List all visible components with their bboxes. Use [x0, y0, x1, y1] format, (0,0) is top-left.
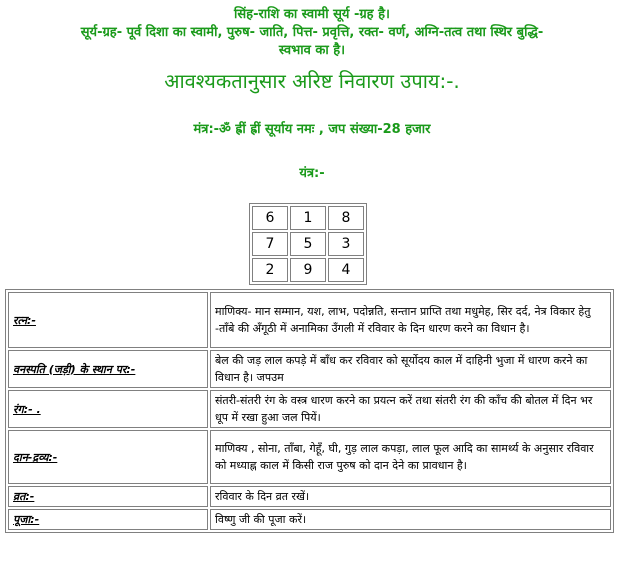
remedy-text: बेल की जड़ लाल कपड़े में बाँध कर रविवार को सूर्योदय काल में दाहिनी भुजा में धारण करने का विधान है। जपउम	[210, 350, 611, 388]
yantra-cell: 6	[252, 206, 288, 230]
remedies-table	[5, 289, 614, 533]
remedy-label: रंग:- .	[8, 390, 208, 428]
yantra-row	[252, 206, 364, 230]
remedy-label: पूजा:-	[8, 509, 208, 530]
yantra-cell: 1	[290, 206, 326, 230]
mantra-text: मंत्र:-ॐ ह्रीं ह्रीं सूर्याय नमः , जप संख्या-28 हजार	[193, 122, 431, 137]
yantra-cell: 9	[290, 258, 326, 282]
remedy-text: रविवार के दिन व्रत रखें।	[210, 486, 611, 507]
heading-planet-traits-cont: स्वभाव का है।	[278, 43, 346, 58]
remedy-row-fast	[8, 486, 611, 507]
remedy-label: वनस्पति (जड़ी) के स्थान पर:-	[8, 350, 208, 388]
yantra-row	[252, 258, 364, 282]
yantra-cell: 5	[290, 232, 326, 256]
yantra-grid	[249, 203, 367, 285]
heading-rashi-lord: सिंह-राशि का स्वामी सूर्य -ग्रह है।	[234, 7, 390, 22]
remedy-row-herb	[8, 350, 611, 388]
yantra-cell: 4	[328, 258, 364, 282]
remedy-text: संतरी-संतरी रंग के वस्त्र धारण करने का प्रयत्न करें तथा संतरी रंग की काँच की बोतल में दिन भर धूप में रखा हुआ जल पियें।	[210, 390, 611, 428]
yantra-label: यंत्र:-	[299, 166, 325, 181]
yantra-row	[252, 232, 364, 256]
yantra-cell: 2	[252, 258, 288, 282]
remedy-row-worship	[8, 509, 611, 530]
remedy-text: माणिक्य , सोना, ताँबा, गेहूँ, घी, गुड़ लाल कपड़ा, लाल फूल आदि का सामर्थ्य के अनुसार रविवार को मध्याह्न काल में किसी राज पुरुष को दान देने का प्रावधान है।	[210, 430, 611, 484]
remedy-text: माणिक्य- मान सम्मान, यश, लाभ, पदोन्नति, सन्तान प्राप्ति तथा मधुमेह, सिर दर्द, नेत्र विकार हेतु -ताँबे की अँगूठी में अनामिका उँगली में रविवार के दिन धारण करने का विधान है।	[210, 292, 611, 348]
remedies-subtitle: आवश्यकतानुसार अरिष्ट निवारण उपाय:-.	[164, 69, 460, 93]
heading-planet-traits: सूर्य-ग्रह- पूर्व दिशा का स्वामी, पुरुष- जाति, पित्त- प्रवृत्ति, रक्त- वर्ण, अग्नि-तत्व तथा स्थिर बुद्धि-	[80, 25, 544, 40]
remedy-row-color	[8, 390, 611, 428]
remedy-label: रत्न:-	[8, 292, 208, 348]
remedy-row-gem	[8, 292, 611, 348]
yantra-cell: 7	[252, 232, 288, 256]
yantra-cell: 8	[328, 206, 364, 230]
remedy-row-donation	[8, 430, 611, 484]
remedy-label: व्रत:-	[8, 486, 208, 507]
yantra-cell: 3	[328, 232, 364, 256]
remedy-label: दान-द्रव्य:-	[8, 430, 208, 484]
remedy-text: विष्णु जी की पूजा करें।	[210, 509, 611, 530]
